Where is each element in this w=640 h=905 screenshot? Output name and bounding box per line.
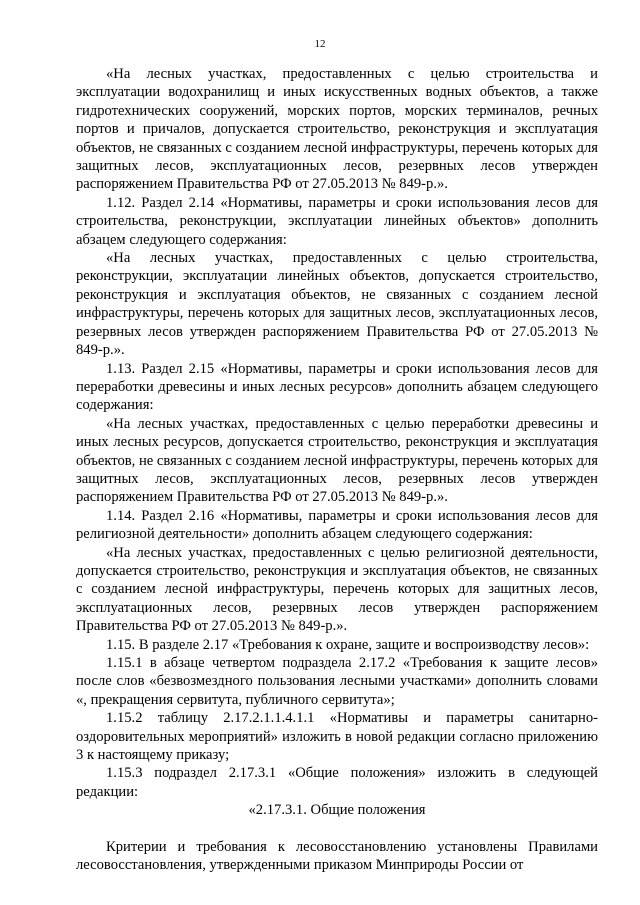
paragraph: 1.13. Раздел 2.15 «Нормативы, параметры и сроки использования лесов для переработки древесины и иных лесных ресурсов» дополнить абзацем следующего содержания: bbox=[76, 360, 598, 414]
section-heading: «2.17.3.1. Общие положения bbox=[248, 802, 426, 819]
paragraph: 1.12. Раздел 2.14 «Нормативы, параметры и сроки использования лесов для строительства, реконструкции, эксплуатации линейных объектов» дополнить абзацем следующего содержания: bbox=[76, 194, 598, 248]
document-body bbox=[76, 65, 598, 874]
paragraph: 1.15.1 в абзаце четвертом подраздела 2.17.2 «Требования к защите лесов» после слов «безвозмездного пользования лесными участками» дополнить словами «, прекращения сервитута, публичного сервитута»; bbox=[76, 655, 598, 708]
paragraph: 1.14. Раздел 2.16 «Нормативы, параметры и сроки использования лесов для религиозной деятельности» дополнить абзацем следующего содержания: bbox=[76, 507, 598, 543]
paragraph: «На лесных участках, предоставленных с целью строительства и эксплуатации водохранилищ и иных искусственных водных объектов, а также гидротехнических сооружений, морских портов, морских терминалов, речных портов и причалов, допускается строительство, реконструкция и эксплуатация объектов, не связанных с созданием лесной инфраструктуры, перечень которых для защитных лесов, эксплуатационных лесов, резервных лесов утвержден распоряжением Правительства РФ от 27.05.2013 № 849-р.». bbox=[76, 66, 598, 193]
paragraph: 1.15.2 таблицу 2.17.2.1.1.4.1.1 «Нормативы и параметры санитарно-оздоровительных мероприятий» изложить в новой редакции согласно приложению 3 к настоящему приказу; bbox=[76, 710, 598, 764]
paragraph: Критерии и требования к лесовосстановлению установлены Правилами лесовосстановления, утвержденными приказом Минприроды России от bbox=[76, 838, 598, 874]
paragraph: 1.15. В разделе 2.17 «Требования к охране, защите и воспроизводству лесов»: bbox=[106, 636, 590, 653]
paragraph: 1.15.3 подраздел 2.17.3.1 «Общие положения» изложить в следующей редакции: bbox=[76, 765, 598, 800]
spacer bbox=[76, 820, 598, 838]
paragraph: «На лесных участках, предоставленных с целью религиозной деятельности, допускается строительство, реконструкция и эксплуатация объектов, не связанных с созданием лесной инфраструктуры, перечень которых для защитных лесов, эксплуатационных лесов, резервных лесов утвержден распоряжением Правительства РФ от 27.05.2013 № 849-р.». bbox=[76, 544, 598, 635]
paragraph: «На лесных участках, предоставленных с целью переработки древесины и иных лесных ресурсов, допускается строительство, реконструкция и эксплуатация объектов, не связанных с созданием лесной инфраструктуры, перечень которых для защитных лесов, эксплуатационных лесов, резервных лесов утвержден распоряжением Правительства РФ от 27.05.2013 № 849-р.». bbox=[76, 415, 598, 506]
page-number: 12 bbox=[314, 38, 326, 50]
paragraph: «На лесных участках, предоставленных с целью строительства, реконструкции, эксплуатации линейных объектов, допускается строительство, реконструкция и эксплуатация объектов, не связанных с созданием лесной инфраструктуры, перечень которых для защитных лесов, эксплуатационных лесов, резервных лесов утвержден распоряжением Правительства РФ от 27.05.2013 № 849-р.». bbox=[76, 250, 598, 359]
